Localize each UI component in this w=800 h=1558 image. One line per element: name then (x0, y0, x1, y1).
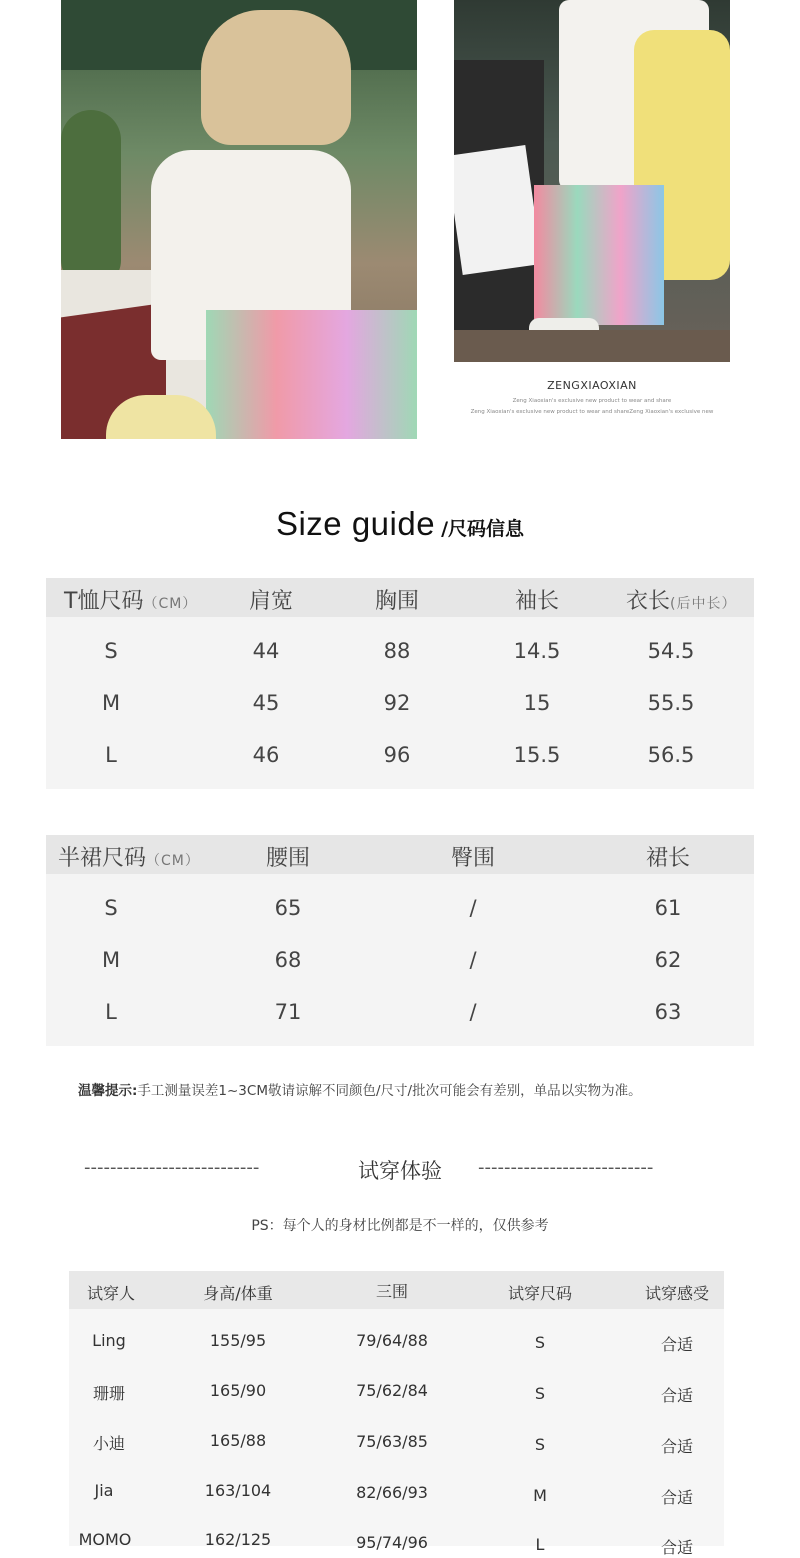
header-size: T恤尺码（CM） (64, 589, 198, 614)
table-cell: / (469, 948, 477, 972)
table-cell: L (105, 1000, 117, 1024)
table-cell: 155/95 (209, 1331, 267, 1350)
notice-text: 手工测量误差1~3CM敬请谅解不同颜色/尺寸/批次可能会有差别，单品以实物为准。 (137, 1083, 642, 1099)
table-cell: 合适 (660, 1488, 693, 1507)
header-skirt-length: 裙长 (645, 846, 690, 871)
header-bust: 胸围 (374, 589, 419, 614)
table-cell: L (535, 1535, 545, 1554)
table-cell: 55.5 (647, 691, 695, 715)
header-shoulder: 肩宽 (248, 589, 293, 614)
table-cell: M (533, 1486, 547, 1505)
photo-floral-skirt (206, 310, 417, 439)
table-cell: M (101, 948, 121, 972)
size-guide-title-en: Size guide (275, 505, 436, 542)
divider-dashes-left: --------------------------- (84, 1157, 260, 1178)
header-sleeve: 袖长 (514, 589, 559, 614)
table-cell: S (534, 1384, 546, 1403)
header-height-weight: 身高/体重 (203, 1284, 273, 1303)
product-photo-model-standing (454, 0, 730, 362)
table-cell: 合适 (660, 1437, 693, 1456)
tryon-table (69, 1271, 724, 1557)
table-cell: 68 (274, 948, 302, 972)
table-cell: MOMO (78, 1530, 132, 1549)
table-cell: Ling (92, 1331, 126, 1350)
table-cell: 45 (252, 691, 280, 715)
brand-caption-line-2: Zeng Xiaoxian's exclusive new product to wear and shareZeng Xiaoxian's exclusive new (470, 409, 714, 415)
table-cell: 合适 (660, 1538, 693, 1557)
table-cell: / (469, 1000, 477, 1024)
header-unit: （CM） (146, 853, 200, 869)
header-unit: （CM） (143, 596, 198, 612)
table-cell: / (469, 896, 477, 920)
table-cell: 75/62/84 (356, 1381, 428, 1400)
table-cell: 46 (252, 743, 280, 767)
table-cell: 165/90 (209, 1381, 267, 1400)
table-cell: 15.5 (513, 743, 561, 767)
table-cell: 165/88 (209, 1431, 267, 1450)
measurement-notice (78, 1079, 642, 1099)
table-cell: M (101, 691, 121, 715)
brand-caption-line-1: Zeng Xiaoxian's exclusive new product to wear and share (512, 398, 672, 404)
table-cell: 54.5 (647, 639, 695, 663)
table-cell: 71 (274, 1000, 302, 1024)
table-cell: 96 (383, 743, 411, 767)
table-cell: 88 (383, 639, 411, 663)
header-length-note: (后中长） (670, 596, 737, 612)
table-cell: 62 (654, 948, 682, 972)
size-guide-title-cn: /尺码信息 (441, 518, 525, 540)
table-cell: 61 (654, 896, 682, 920)
tshirt-size-table (46, 578, 754, 789)
table-cell: 163/104 (204, 1481, 272, 1500)
table-cell: 合适 (660, 1386, 693, 1405)
table-cell: 56.5 (647, 743, 695, 767)
table-cell: 小迪 (92, 1434, 125, 1453)
tryon-ps-note: PS：每个人的身材比例都是不一样的，仅供参考 (251, 1218, 549, 1234)
table-cell: 82/66/93 (356, 1483, 428, 1502)
table-cell: 珊珊 (92, 1384, 125, 1403)
header-size: 半裙尺码（CM） (58, 846, 200, 871)
table-cell: 63 (654, 1000, 682, 1024)
table-cell: 合适 (660, 1335, 693, 1354)
photo-floral-skirt (534, 185, 664, 325)
header-hip: 臀围 (450, 846, 495, 871)
table-cell: 65 (274, 896, 302, 920)
table-cell: 44 (252, 639, 280, 663)
divider-dashes-right: --------------------------- (478, 1157, 654, 1178)
header-length: 衣长(后中长） (626, 589, 737, 614)
table-cell: S (104, 896, 118, 920)
table-cell: 14.5 (513, 639, 561, 663)
skirt-size-table (46, 835, 754, 1046)
header-feeling: 试穿感受 (644, 1284, 709, 1303)
table-cell: Jia (94, 1481, 114, 1500)
table-cell: 75/63/85 (356, 1432, 428, 1451)
table-cell: S (534, 1435, 546, 1454)
header-tryon-size: 试穿尺码 (507, 1284, 572, 1303)
size-guide-title (0, 505, 800, 543)
tryon-section-title: 试穿体验 (358, 1159, 442, 1183)
table-cell: S (534, 1333, 546, 1352)
photo-plant (61, 110, 121, 290)
notice-label: 温馨提示: (78, 1083, 138, 1099)
table-cell: S (104, 639, 118, 663)
table-cell: 15 (523, 691, 551, 715)
header-waist: 腰围 (265, 846, 310, 871)
table-cell: 95/74/96 (356, 1533, 428, 1552)
table-cell: 79/64/88 (356, 1331, 428, 1350)
table-cell: 92 (383, 691, 411, 715)
photo-wood-floor (454, 330, 730, 362)
header-tester: 试穿人 (86, 1284, 135, 1303)
header-measurements: 三围 (375, 1282, 408, 1301)
table-cell: L (105, 743, 117, 767)
brand-caption: ZENGXIAOXIAN (547, 379, 637, 392)
table-cell: 162/125 (204, 1530, 272, 1549)
product-photo-model-sitting (61, 0, 417, 439)
photo-straw-hat (201, 10, 351, 145)
